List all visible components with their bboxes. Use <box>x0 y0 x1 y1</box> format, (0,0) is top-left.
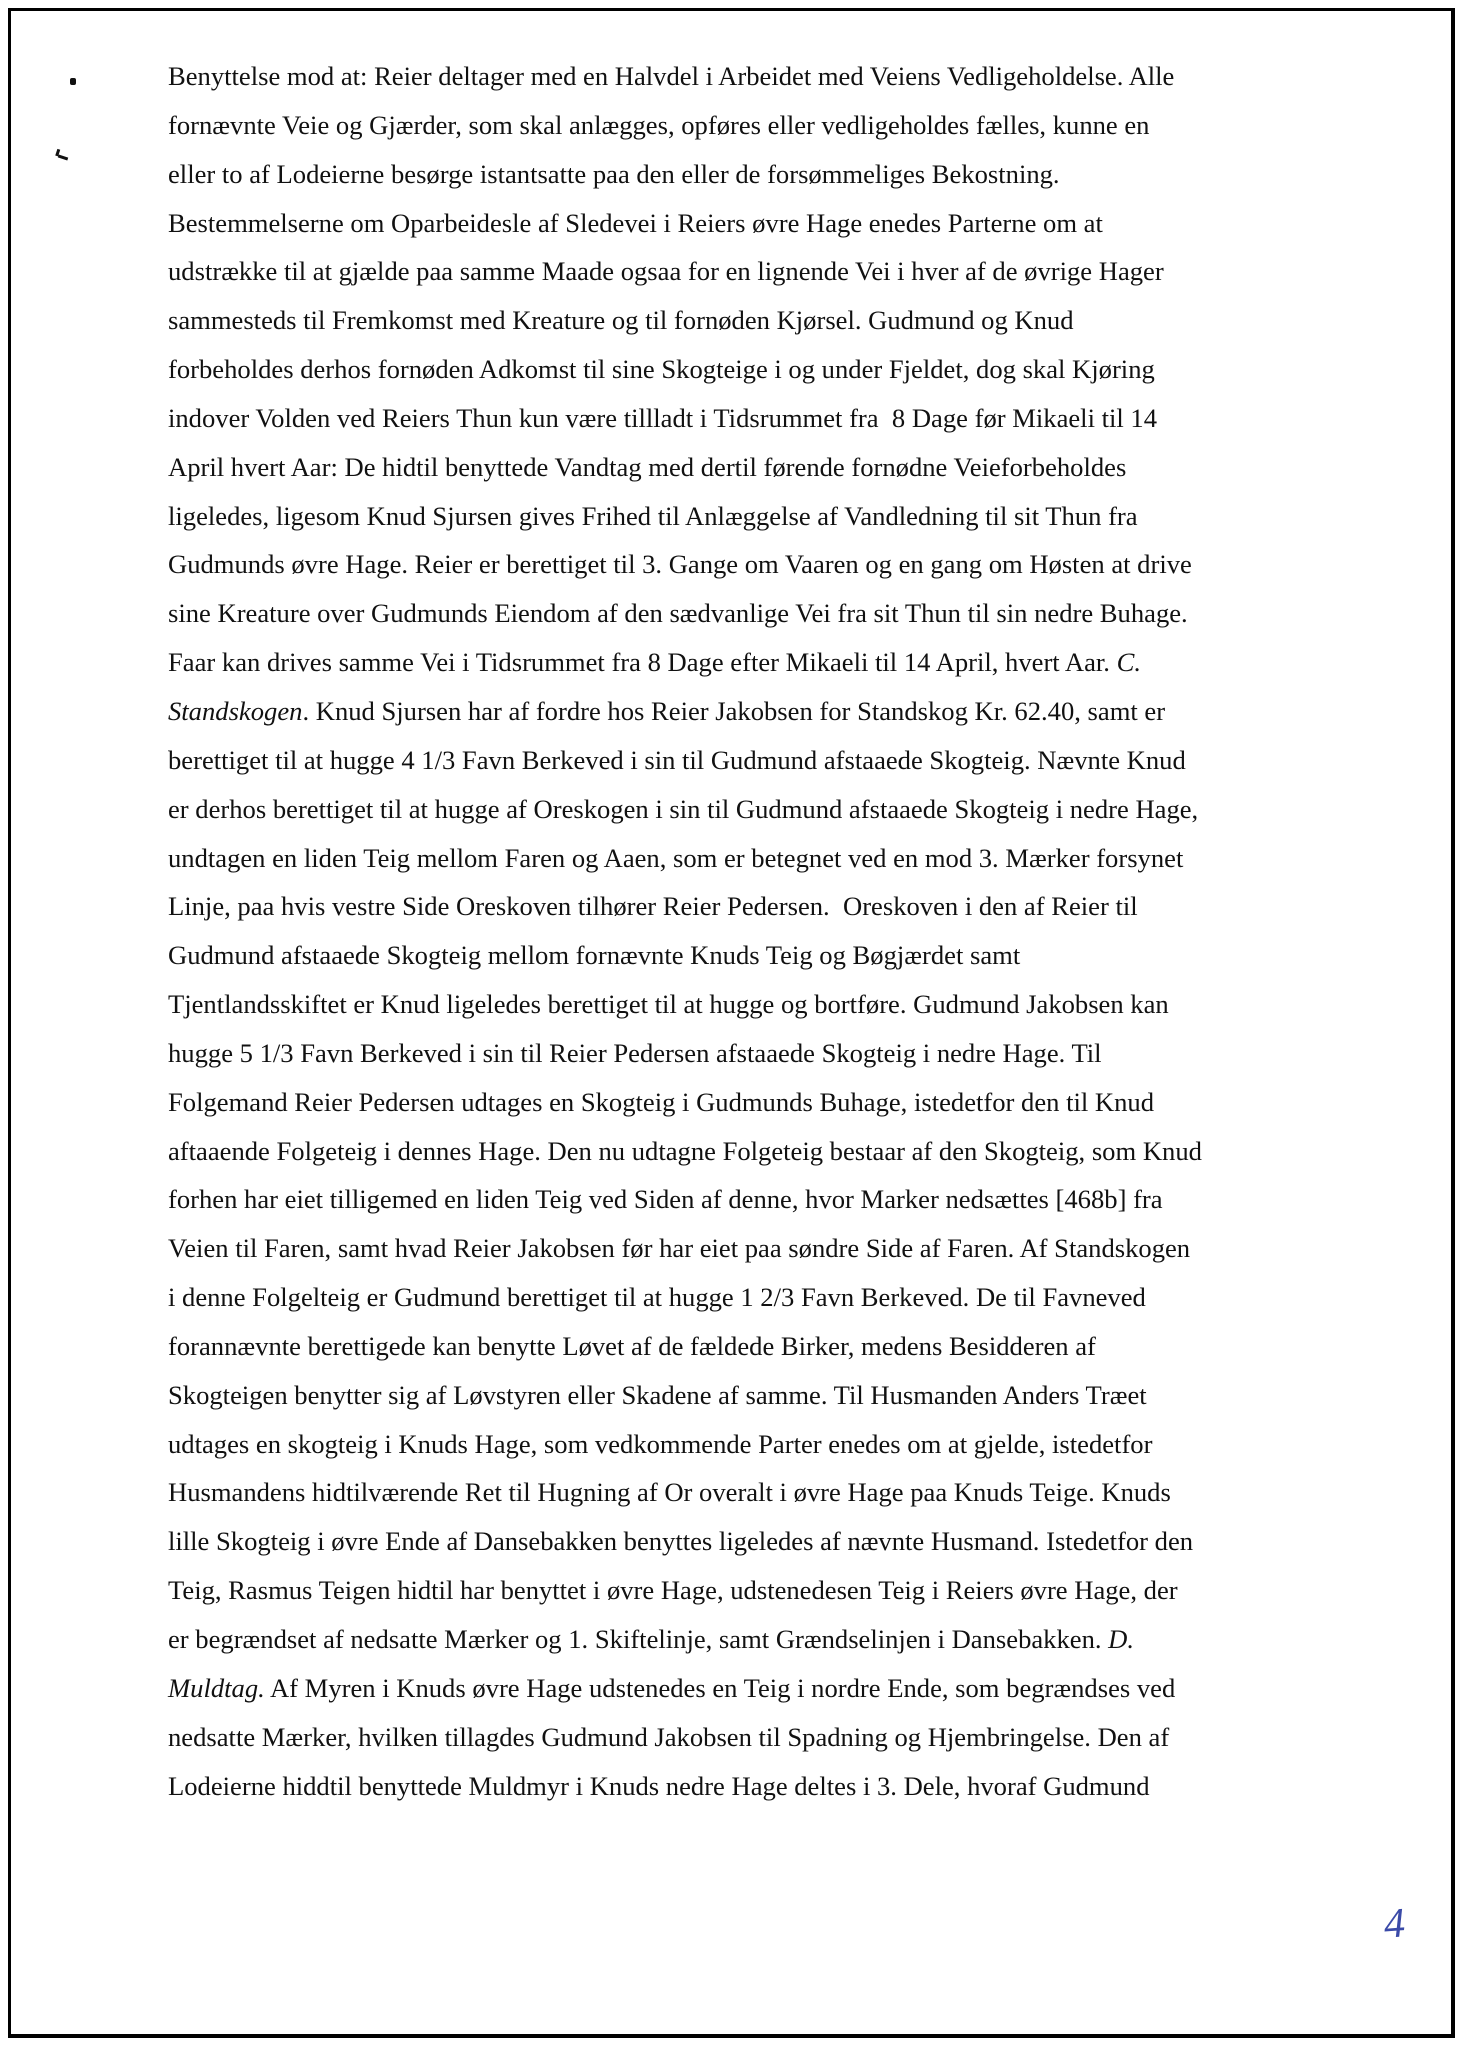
line-text: sine Kreature over Gudmunds Eiendom af den sædvanlige Vei fra sit Thun til sin nedre Buhage. <box>168 598 1188 629</box>
line-text: April hvert Aar: De hidtil benyttede Vandtag med dertil førende fornødne Veieforbeholdes <box>168 451 1127 482</box>
text-line <box>168 450 1383 499</box>
line-text: Gudmunds øvre Hage. Reier er berettiget til 3. Gange om Vaaren og en gang om Høsten at drive <box>168 549 1192 580</box>
line-text: i denne Folgelteig er Gudmund berettiget til at hugge 1 2/3 Favn Berkeved. De til Favneved <box>168 1282 1146 1313</box>
text-line <box>168 792 1383 841</box>
document-body <box>168 59 1383 1817</box>
text-line <box>168 1475 1383 1524</box>
text-line <box>168 1036 1383 1085</box>
text-line <box>168 694 1383 743</box>
text-line <box>168 499 1383 548</box>
line-text: Folgemand Reier Pedersen udtages en Skogteig i Gudmunds Buhage, istedetfor den til Knud <box>168 1086 1155 1117</box>
italic-heading: Muldtag. <box>168 1672 265 1703</box>
text-line <box>168 889 1383 938</box>
text-line <box>168 841 1383 890</box>
italic-section-letter: D. <box>1108 1624 1135 1654</box>
text-line <box>168 743 1383 792</box>
line-text: Benyttelse mod at: Reier deltager med en Halvdel i Arbeidet med Veiens Vedligeholdelse. Alle <box>168 61 1175 91</box>
line-text: undtagen en liden Teig mellom Faren og Aaen, som er betegnet ved en mod 3. Mærker forsynet <box>168 842 1184 873</box>
italic-heading: Standskogen <box>168 695 303 726</box>
text-line <box>168 401 1383 450</box>
text-line <box>168 1329 1383 1378</box>
page-number: 4 <box>1382 1900 1407 1948</box>
line-text-continued: . Knud Sjursen har af fordre hos Reier Jakobsen for Standskog Kr. 62.40, samt er <box>302 695 1166 726</box>
line-text: Linje, paa hvis vestre Side Oreskoven tilhører Reier Pedersen. Oreskoven i den af Reier til <box>168 891 1138 922</box>
text-line <box>168 547 1383 596</box>
line-text: Gudmund afstaaede Skogteig mellom fornævnte Knuds Teig og Bøgjærdet samt <box>168 940 1021 971</box>
line-text: nedsatte Mærker, hvilken tillagdes Gudmund Jakobsen til Spadning og Hjembringelse. Den af <box>168 1721 1170 1752</box>
text-line <box>168 1280 1383 1329</box>
text-line <box>168 1182 1383 1231</box>
line-text: Teig, Rasmus Teigen hidtil har benyttet i øvre Hage, udstenedesen Teig i Reiers øvre Hage, der <box>168 1575 1178 1606</box>
line-text: udstrække til at gjælde paa samme Maade ogsaa for en lignende Vei i hver af de øvrige Hager <box>168 256 1164 287</box>
line-text: forhen har eiet tilligemed en liden Teig ved Siden af denne, hvor Marker nedsættes [468b] fra <box>168 1184 1163 1215</box>
text-line <box>168 1427 1383 1476</box>
line-text: Veien til Faren, samt hvad Reier Jakobsen før har eiet paa søndre Side af Faren. Af Standskogen <box>168 1233 1191 1264</box>
text-line <box>168 1085 1383 1134</box>
line-text-continued: Af Myren i Knuds øvre Hage udstenedes en Teig i nordre Ende, som begrændses ved <box>264 1672 1176 1703</box>
line-text: Skogteigen benytter sig af Løvstyren eller Skadene af samme. Til Husmanden Anders Træet <box>168 1379 1147 1410</box>
line-text: er derhos berettiget til at hugge af Oreskogen i sin til Gudmund afstaaede Skogteig i nedre Hage, <box>168 793 1199 824</box>
line-text: ligeledes, ligesom Knud Sjursen gives Frihed til Anlæggelse af Vandledning til sit Thun fra <box>168 500 1138 531</box>
text-line <box>168 1720 1383 1769</box>
text-line <box>168 1524 1383 1573</box>
text-line <box>168 254 1383 303</box>
line-text: berettiget til at hugge 4 1/3 Favn Berkeved i sin til Gudmund afstaaede Skogteig. Nævnte Knud <box>168 744 1186 775</box>
text-line <box>168 1769 1383 1818</box>
text-line <box>168 352 1383 401</box>
line-text: er begrændset af nedsatte Mærker og 1. Skiftelinje, samt Grændselinjen i Dansebakken. <box>168 1624 1109 1654</box>
line-text: Faar kan drives samme Vei i Tidsrummet fra 8 Dage efter Mikaeli til 14 April, hvert Aar. <box>168 647 1117 678</box>
line-text: indover Volden ved Reiers Thun kun være tillladt i Tidsrummet fra 8 Dage før Mikaeli til 14 <box>168 402 1158 433</box>
text-line <box>168 1231 1383 1280</box>
italic-section-letter: C. <box>1116 647 1141 678</box>
line-text: forannævnte berettigede kan benytte Løvet af de fældede Birker, medens Besidderen af <box>168 1330 1096 1361</box>
text-line <box>168 206 1383 255</box>
text-line <box>168 1622 1383 1671</box>
text-line <box>168 645 1383 694</box>
text-line <box>168 59 1383 108</box>
line-text: Tjentlandsskiftet er Knud ligeledes berettiget til at hugge og bortføre. Gudmund Jakobsen kan <box>168 989 1169 1020</box>
margin-dot-mark <box>70 78 76 85</box>
line-text: fornævnte Veie og Gjærder, som skal anlægges, opføres eller vedligeholdes fælles, kunne en <box>168 109 1150 140</box>
text-line <box>168 596 1383 645</box>
line-text: aftaaende Folgeteig i dennes Hage. Den nu udtagne Folgeteig bestaar af den Skogteig, som Knud <box>168 1135 1202 1166</box>
line-text: sammesteds til Fremkomst med Kreature og til fornøden Kjørsel. Gudmund og Knud <box>168 305 1074 336</box>
line-text: Bestemmelserne om Oparbeidesle af Sledevei i Reiers øvre Hage enedes Parterne om at <box>168 207 1103 238</box>
line-text: hugge 5 1/3 Favn Berkeved i sin til Reier Pedersen afstaaede Skogteig i nedre Hage. Til <box>168 1037 1102 1068</box>
line-text: udtages en skogteig i Knuds Hage, som vedkommende Parter enedes om at gjelde, istedetfor <box>168 1428 1153 1459</box>
text-line <box>168 157 1383 206</box>
text-line <box>168 938 1383 987</box>
line-text: lille Skogteig i øvre Ende af Dansebakken benyttes ligeledes af nævnte Husmand. Istedetfor den <box>168 1526 1194 1557</box>
line-text: eller to af Lodeierne besørge istantsatte paa den eller de forsømmeliges Bekostning. <box>168 158 1060 189</box>
text-line <box>168 1134 1383 1183</box>
text-line <box>168 1671 1383 1720</box>
text-line <box>168 987 1383 1036</box>
line-text: Husmandens hidtilværende Ret til Hugning af Or overalt i øvre Hage paa Knuds Teige. Knuds <box>168 1477 1171 1508</box>
text-line <box>168 108 1383 157</box>
line-text: forbeholdes derhos fornøden Adkomst til sine Skogteige i og under Fjeldet, dog skal Kjøring <box>168 354 1155 385</box>
text-line <box>168 1378 1383 1427</box>
line-text: Lodeierne hiddtil benyttede Muldmyr i Knuds nedre Hage deltes i 3. Dele, hvoraf Gudmund <box>168 1770 1150 1801</box>
text-line <box>168 303 1383 352</box>
text-line <box>168 1573 1383 1622</box>
